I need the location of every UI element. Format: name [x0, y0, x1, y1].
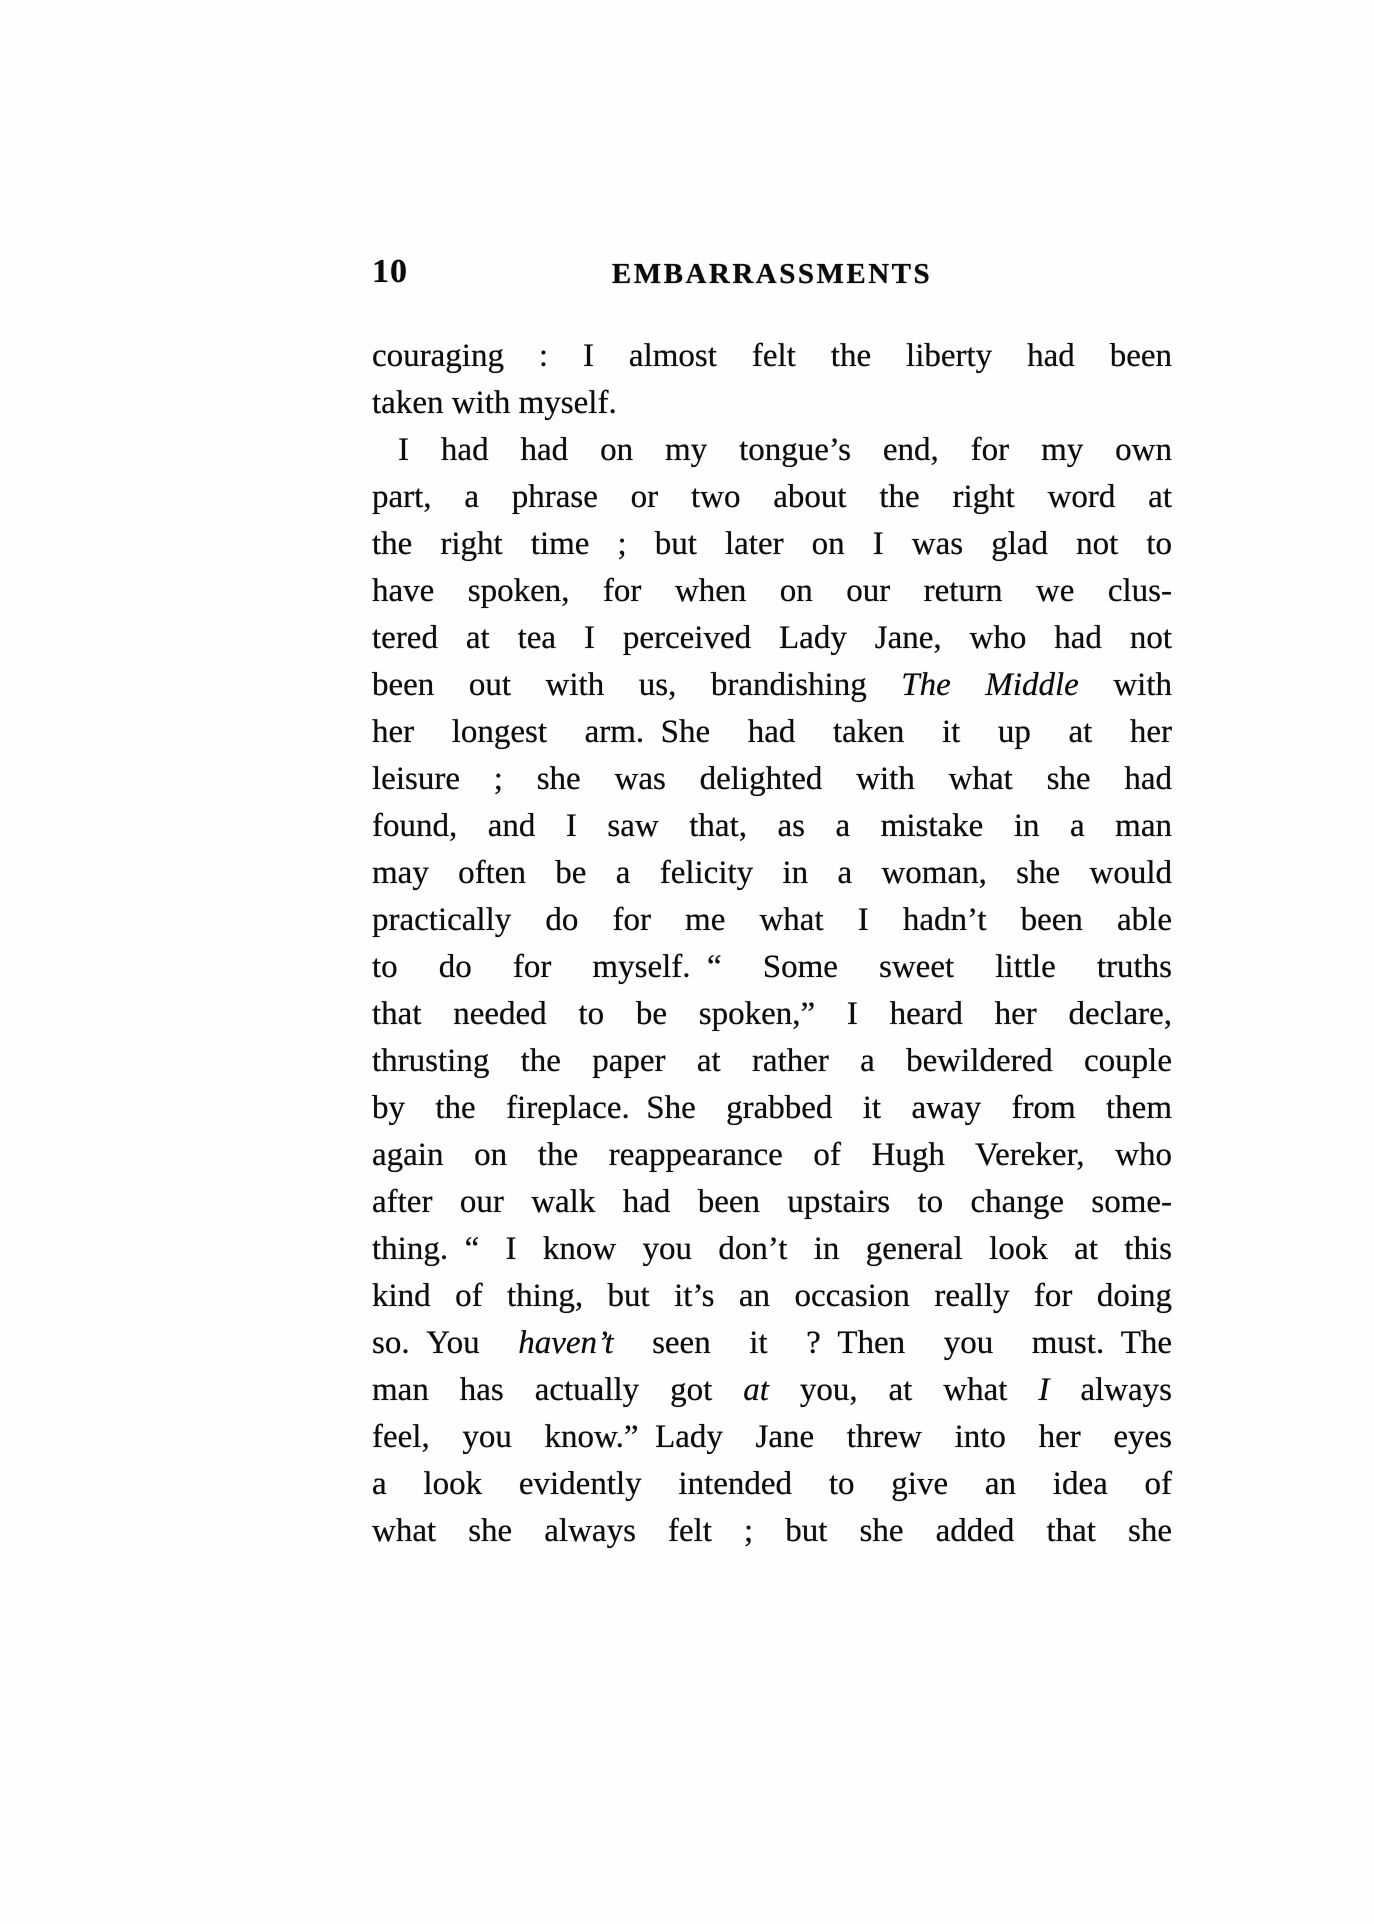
text-line: practically do for me what I hadn’t been able — [372, 902, 1172, 938]
text-line: thrusting the paper at rather a bewildered couple — [372, 1043, 1172, 1079]
text-line: by the fireplace. She grabbed it away from them — [372, 1090, 1172, 1126]
text-line: to do for myself. “ Some sweet little truths — [372, 949, 1172, 985]
text-line: after our walk had been upstairs to change some- — [372, 1184, 1172, 1220]
text-line: the right time ; but later on I was glad not to — [372, 526, 1172, 562]
page-header — [372, 252, 1172, 294]
text-line: leisure ; she was delighted with what she had — [372, 761, 1172, 797]
text-line: so. You haven’t seen it ? Then you must. The — [372, 1325, 1172, 1361]
page-text — [372, 333, 1172, 1555]
text-line: a look evidently intended to give an idea of — [372, 1466, 1172, 1502]
text-line: her longest arm. She had taken it up at her — [372, 714, 1172, 750]
text-line: have spoken, for when on our return we clus- — [372, 573, 1172, 609]
text-line: tered at tea I perceived Lady Jane, who had not — [372, 620, 1172, 656]
text-line: taken with myself. — [372, 385, 617, 421]
page-number: 10 — [372, 253, 408, 290]
text-line: may often be a felicity in a woman, she would — [372, 855, 1172, 891]
text-line: feel, you know.” Lady Jane threw into her eyes — [372, 1419, 1172, 1455]
text-line: again on the reappearance of Hugh Vereker, who — [372, 1137, 1172, 1173]
text-line: kind of thing, but it’s an occasion really for doing — [372, 1278, 1172, 1314]
text-line: what she always felt ; but she added that she — [372, 1513, 1172, 1549]
text-line: couraging : I almost felt the liberty had been — [372, 338, 1172, 374]
text-line: thing. “ I know you don’t in general look at this — [372, 1231, 1172, 1267]
text-line: found, and I saw that, as a mistake in a man — [372, 808, 1172, 844]
text-line: been out with us, brandishing The Middle with — [372, 667, 1172, 703]
text-line: man has actually got at you, at what I always — [372, 1372, 1172, 1408]
running-title: EMBARRASSMENTS — [611, 258, 933, 290]
text-line: part, a phrase or two about the right word at — [372, 479, 1172, 515]
text-line: that needed to be spoken,” I heard her declare, — [372, 996, 1172, 1032]
text-line: I had had on my tongue’s end, for my own — [398, 432, 1172, 468]
